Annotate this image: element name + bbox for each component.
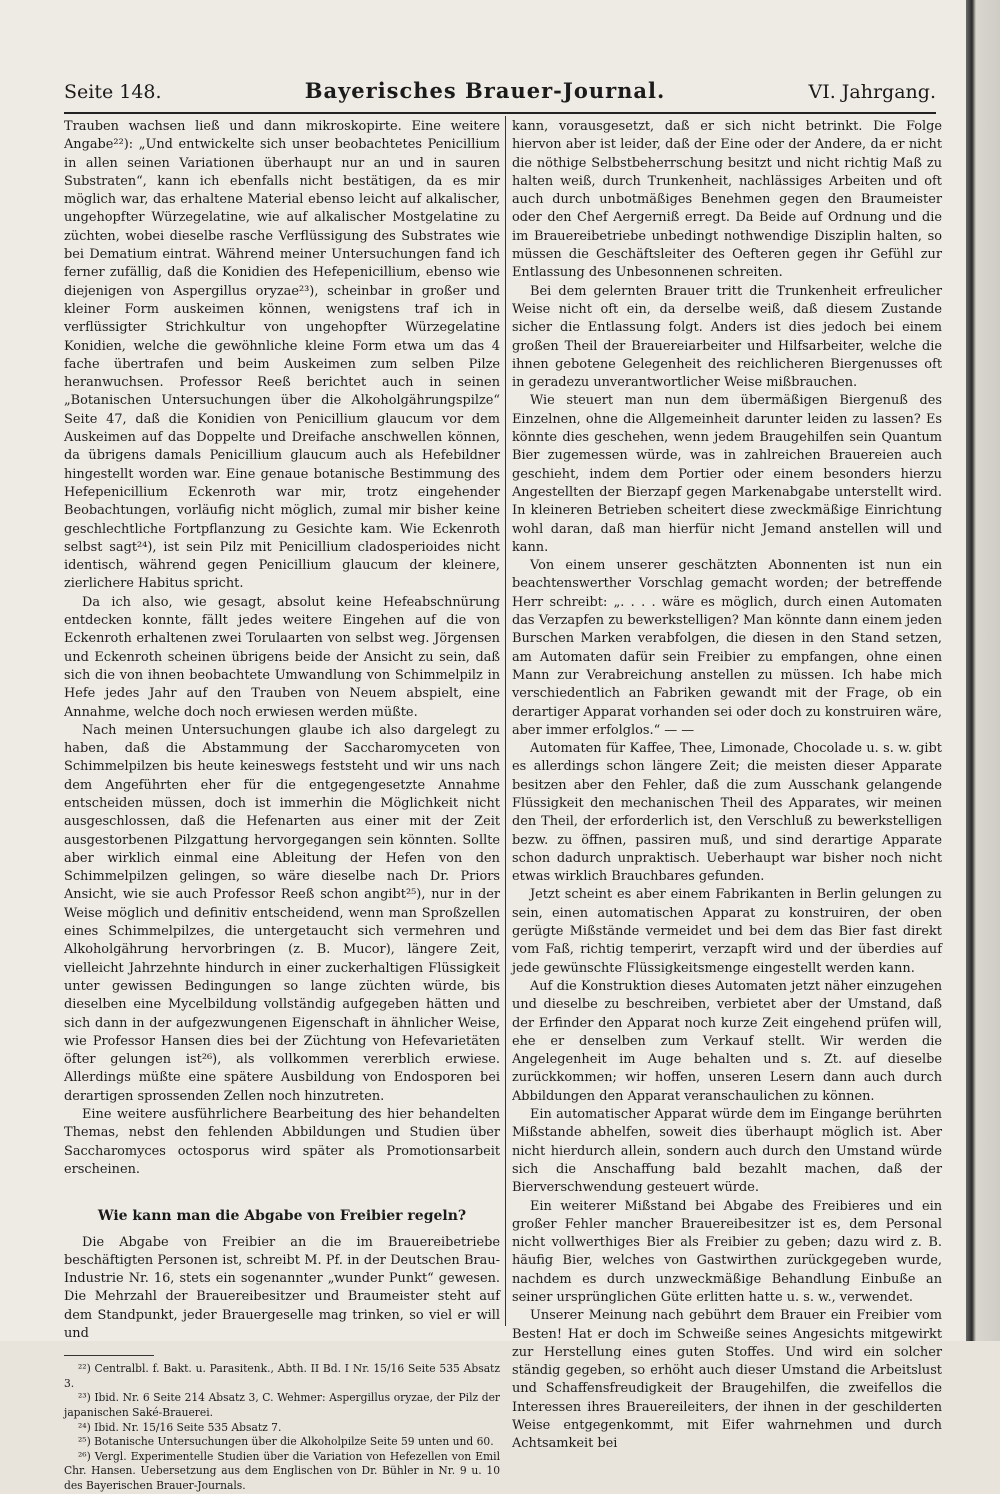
paragraph: Nach meinen Untersuchungen glaube ich also dargelegt zu haben, daß die Abstammung der Saccharomyceten von Schimmelpilzen bis heute keineswegs feststeht und wir uns nach dem Angeführten eher für die entgegengesetzte Annahme entscheiden müssen, doch ist immerhin die Möglichkeit nicht ausgeschlossen, daß die Hefenarten aus einer mit der Zeit ausgestorbenen Pilzgattung hervorgegangen sein könnten. Sollte aber wirklich einmal eine Ableitung der Hefen von den Schimmelpilzen gelingen, so wäre dieselbe nach Dr. Priors Ansicht, wie sie auch Professor Reeß schon angibt²⁵), nur in der Weise möglich und definitiv entscheidend, wenn man Sproßzellen eines Schimmelpilzes, die untergetaucht sich vermehren und Alkoholgährung hervorbringen (z. B. Mucor), längere Zeit, vielleicht Jahrzehnte hindurch in einer zuckerhaltigen Flüssigkeit unter gewissen Bedingungen so lange züchten würde, bis dieselben eine Mycelbildung vollständig aufgegeben hätten und sich dann in der aufgezwungenen Eigenschaft in ähnlicher Weise, wie Professor Hansen dies bei der Züchtung von Hefevarietäten öfter gelungen ist²⁶), als vollkommen vererblich erwiese. Allerdings müßte eine spätere Ausbildung von Endosporen bei derartigen sprossenden Zellen noch hinzutreten. bbox=[64, 722, 500, 1104]
paragraph: Ein weiterer Mißstand bei Abgabe des Freibieres und ein großer Fehler mancher Brauereibesitzer ist es, dem Personal nicht vollwerthiges Bier als Freibier zu geben; dazu wird z. B. häufig Bier, welches von Gastwirthen zurückgegeben wurde, nachdem es durch unzweckmäßige Behandlung Einbuße an seiner ursprünglichen Güte erlitten hatte u. s. w., verwendet. bbox=[512, 1198, 942, 1305]
footnote: ²⁵) Botanische Untersuchungen über die Alkoholpilze Seite 59 unten und 60. bbox=[78, 1435, 494, 1449]
paragraph: Auf die Konstruktion dieses Automaten jetzt näher einzugehen und dieselbe zu beschreiben, verbietet aber der Umstand, daß der Erfinder den Apparat noch kurze Zeit eingehend prüfen will, ehe er denselben zum Verkauf stellt. Wir werden die Angelegenheit im Auge behalten und s. Zt. auf dieselbe zurückkommen; wir hoffen, unseren Lesern dann auch durch Abbildungen den Apparat veranschaulichen zu können. bbox=[512, 978, 942, 1104]
paragraph: Von einem unserer geschätzten Abonnenten ist nun ein beachtenswerther Vorschlag gemacht worden; der betreffende Herr schreibt: „. . . . wäre es möglich, durch einen Automaten das Verzapfen zu bewerkstelligen? Man könnte dann einem jeden Burschen Marken verabfolgen, die diesen in den Stand setzen, am Automaten dafür sein Freibier zu empfangen, ohne einen Mann zur Verabreichung anstellen zu müssen. Ich habe mich verschiedentlich an Fabriken gewandt mit der Frage, ob ein derartiger Apparat vorhanden sei oder doch zu konstruiren wäre, aber immer erfolglos.“ — — bbox=[512, 558, 942, 738]
journal-title: Bayerisches Brauer-Journal. bbox=[304, 78, 666, 103]
right-column bbox=[512, 118, 942, 1454]
volume-label: VI. Jahrgang. bbox=[808, 81, 936, 103]
header-rule bbox=[64, 112, 936, 114]
paragraph: Jetzt scheint es aber einem Fabrikanten in Berlin gelungen zu sein, einen automatischen Apparat zu konstruiren, der oben gerügte Mißstände vermeidet und bei dem das Bier fast direkt vom Faß, richtig temperirt, verzapft wird und der überdies auf jede gewünschte Flüssigkeitsmenge eingestellt werden kann. bbox=[512, 887, 942, 976]
paragraph: Bei dem gelernten Brauer tritt die Trunkenheit erfreulicher Weise nicht oft ein, da derselbe weiß, daß diesem Zustande sicher die Entlassung folgt. Anders ist dies jedoch bei einem großen Theil der Brauereiarbeiter und Hilfsarbeiter, welche die ihnen gebotene Gelegenheit des reichlicheren Biergenusses oft in geradezu unverantwortlicher Weise mißbrauchen. bbox=[512, 283, 942, 391]
adjacent-page-edge bbox=[966, 0, 1000, 1341]
paragraph: Da ich also, wie gesagt, absolut keine Hefeabschnürung entdecken konnte, fällt jedes weitere Eingehen auf die von Eckenroth erhaltenen zwei Torulaarten von selbst weg. Jörgensen und Eckenroth scheinen übrigens beide der Ansicht zu sein, daß sich die von ihnen beobachtete Umwandlung von Schimmelpilz in Hefe jedes Jahr auf den Trauben von Neuem abspielt, eine Annahme, welche doch noch erwiesen werden müßte. bbox=[64, 594, 500, 720]
footnote: ²⁴) Ibid. Nr. 15/16 Seite 535 Absatz 7. bbox=[78, 1420, 282, 1434]
paragraph: Wie steuert man nun dem übermäßigen Biergenuß des Einzelnen, ohne die Allgemeinheit darunter leiden zu lassen? Es könnte dies geschehen, wenn jedem Braugehilfen sein Quantum Bier zugemessen würde, was in zahlreichen Brauereien auch geschieht, indem dem Portier oder einem besonders hierzu Angestellten der Bierzapf gegen Markenabgabe unterstellt wird. In kleineren Betrieben scheitert diese zweckmäßige Einrichtung wohl daran, daß man hierfür nicht Jemand anstellen will und kann. bbox=[512, 393, 942, 555]
paragraph: kann, vorausgesetzt, daß er sich nicht betrinkt. Die Folge hiervon aber ist leider, daß der Eine oder der Andere, da er nicht die nöthige Selbstbeherrschung besitzt und nicht richtig Maß zu halten weiß, durch Trunkenheit, nachlässiges Arbeiten und oft auch durch unbotmäßiges Benehmen gegen den Braumeister oder den Chef Aergerniß erregt. Da Beide auf Ordnung und die im Brauereibetriebe unbedingt nothwendige Disziplin halten, so müssen die Geschäftsleiter des Oefteren gegen ihr Gefühl zur Entlassung des Unbesonnenen schreiten. bbox=[512, 119, 942, 281]
footnote-rule bbox=[64, 1355, 154, 1356]
article-heading: Wie kann man die Abgabe von Freibier regeln? bbox=[97, 1208, 467, 1225]
footnote: ²⁶) Vergl. Experimentelle Studien über die Variation von Hefezellen von Emil Chr. Hansen. Uebersetzung aus dem Englischen von Dr. Bühler in Nr. 9 u. 10 des Bayerischen Brauer-Journals. bbox=[64, 1449, 500, 1493]
footnote: ²³) Ibid. Nr. 6 Seite 214 Absatz 3, C. Wehmer: Aspergillus oryzae, der Pilz der japanischen Saké-Brauerei. bbox=[64, 1391, 500, 1420]
paragraph: Automaten für Kaffee, Thee, Limonade, Chocolade u. s. w. gibt es allerdings schon längere Zeit; die meisten dieser Apparate besitzen aber den Fehler, daß die zum Ausschank gelangende Flüssigkeit den mechanischen Theil des Apparates, wir meinen den Theil, der erforderlich ist, den Verschluß zu bewerkstelligen bezw. zu öffnen, passiren muß, und sind derartige Apparate schon dadurch unpraktisch. Ueberhaupt war bisher noch nicht etwas wirklich Brauchbares gefunden. bbox=[512, 741, 942, 885]
page-header bbox=[64, 78, 936, 110]
column-divider bbox=[505, 116, 506, 1326]
footnote: ²²) Centralbl. f. Bakt. u. Parasitenk., Abth. II Bd. I Nr. 15/16 Seite 535 Absatz 3. bbox=[64, 1362, 500, 1390]
paragraph: Die Abgabe von Freibier an die im Brauereibetriebe beschäftigten Personen ist, schreibt M. Pf. in der Deutschen Brau-Industrie Nr. 16, stets ein sogenannter „wunder Punkt“ gewesen. Die Mehrzahl der Brauereibesitzer und Braumeister steht auf dem Standpunkt, jeder Brauergeselle mag trinken, so viel er will und bbox=[64, 1234, 500, 1341]
left-column bbox=[64, 118, 500, 1494]
page-number: Seite 148. bbox=[64, 81, 162, 103]
paragraph: Eine weitere ausführlichere Bearbeitung des hier behandelten Themas, nebst den fehlenden Abbildungen und Studien über Saccharomyces octosporus wird später als Promotionsarbeit erscheinen. bbox=[64, 1107, 500, 1177]
footnotes bbox=[64, 1362, 500, 1493]
paragraph: Ein automatischer Apparat würde dem im Eingange berührten Mißstande abhelfen, soweit dies überhaupt möglich ist. Aber nicht hierdurch allein, sondern auch durch den Umstand würde sich die Anschaffung bald bezahlt machen, daß der Bierverschwendung gesteuert würde. bbox=[512, 1107, 942, 1196]
paragraph: Unserer Meinung nach gebührt dem Brauer ein Freibier vom Besten! Hat er doch im Schweiße seines Angesichts mitgewirkt zur Herstellung eines guten Stoffes. Und wird ein solcher ständig gegeben, so erhöht auch dieser Umstand die Arbeitslust und Schaffensfreudigkeit der Braugehilfen, die zweifellos die Interessen ihres Brauereileiters, der ihnen in der geschilderten Weise entgegenkommt, mit Eifer wahrnehmen und durch Achtsamkeit bei bbox=[512, 1308, 942, 1452]
paragraph: Trauben wachsen ließ und dann mikroskopirte. Eine weitere Angabe²²): „Und entwickelte sich unser beobachtetes Penicillium in allen seinen Variationen überhaupt nur an und in sauren Substraten“, kann ich ebenfalls nicht bestätigen, da es mir möglich war, das erhaltene Material ebenso leicht auf alkalischer, ungehopfter Würzegelatine, wie auf alkalischer Mostgelatine zu züchten, wobei dieselbe rasche Verflüssigung des Substrates wie bei Dematium eintrat. Während meiner Untersuchungen fand ich ferner zufällig, daß die Konidien des Hefepenicillium, ebenso wie diejenigen von Aspergillus oryzae²³), scheinbar in großer und kleiner Form auskeimen können, wenigstens traf ich in verflüssigter Strichkultur von ungehopfter Würzegelatine Konidien, welche die gewöhnliche kleine Form etwa um das 4 fache übertrafen und beim Auskeimen zum selben Pilze heranwuchsen. Professor Reeß berichtet auch in seinen „Botanischen Untersuchungen über die Alkoholgährungspilze“ Seite 47, daß die Konidien von Penicillium glaucum vor dem Auskeimen auf das Doppelte und Dreifache anschwellen können, da übrigens damals Penicillium glaucum auch als Hefebildner hingestellt worden war. Eine genaue botanische Bestimmung des Hefepenicillium Eckenroth war mir, trotz eingehender Beobachtungen, vorläufig nicht möglich, zumal mir bisher keine geschlechtliche Fortpflanzung zu Gesichte kam. Wie Eckenroth selbst sagt²⁴), ist sein Pilz mit Penicillium cladosperioides nicht identisch, während gegen Penicillium glaucum der kleinere, zierlichere Habitus spricht. bbox=[64, 119, 500, 592]
